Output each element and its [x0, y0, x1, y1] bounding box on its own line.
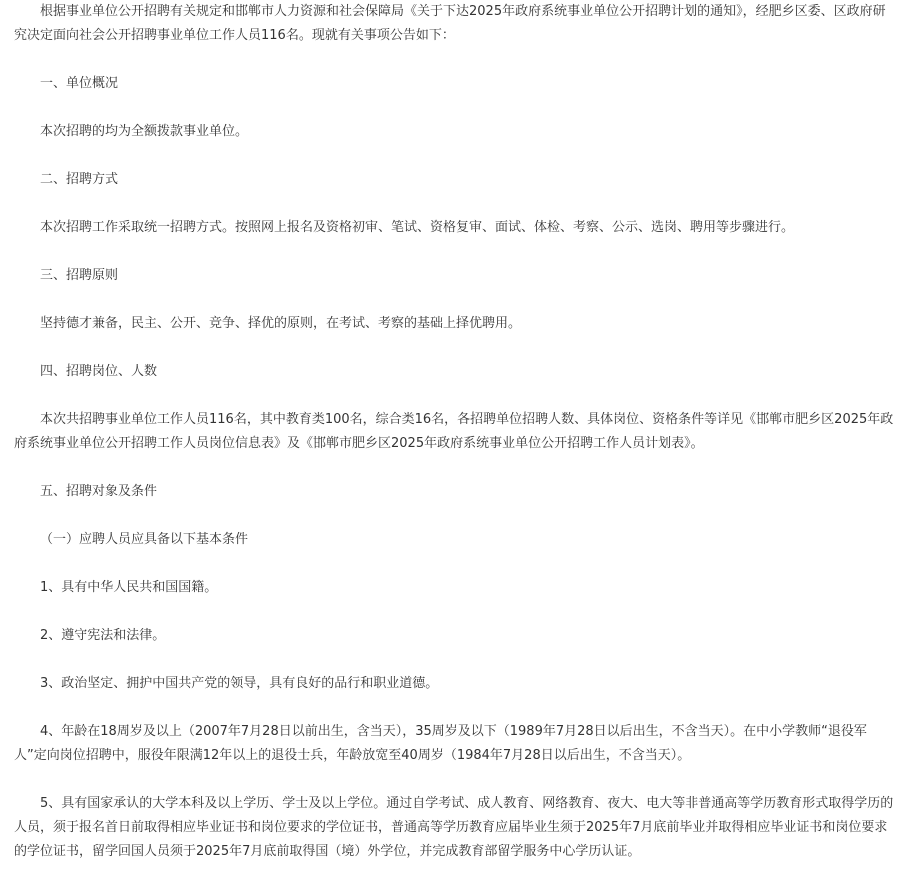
- paragraph-unit-overview: 本次招聘的均为全额拨款事业单位。: [40, 124, 249, 139]
- condition-item-1: 1、具有中华人民共和国国籍。: [40, 580, 218, 595]
- section-heading-recruitment-principles: 三、招聘原则: [40, 268, 119, 283]
- paragraph-recruitment-method: 本次招聘工作采取统一招聘方式。按照网上报名及资格初审、笔试、资格复审、面试、体检、考察、公示、选岗、聘用等步骤进行。: [40, 220, 795, 235]
- condition-item-3: 3、政治坚定、拥护中国共产党的领导，具有良好的品行和职业道德。: [40, 676, 439, 691]
- paragraph-positions: 本次共招聘事业单位工作人员116名，其中教育类100名，综合类16名，各招聘单位招聘人数、具体岗位、资格条件等详见《邯郸市肥乡区2025年政府系统事业单位公开招聘工作人员岗位信息表》及《邯郸市肥乡区2025年政府系统事业单位公开招聘工作人员计划表》。: [14, 412, 894, 451]
- intro-paragraph: 根据事业单位公开招聘有关规定和邯郸市人力资源和社会保障局《关于下达2025年政府系统事业单位公开招聘计划的通知》，经肥乡区委、区政府研究决定面向社会公开招聘事业单位工作人员116名。现就有关事项公告如下：: [14, 4, 886, 43]
- condition-item-4: 4、年龄在18周岁及以上（2007年7月28日以前出生，含当天），35周岁及以下（1989年7月28日以后出生，不含当天）。在中小学教师“退役军人”定向岗位招聘中，服役年限满12年以上的退役士兵，年龄放宽至40周岁（1984年7月28日以后出生，不含当天）。: [14, 724, 867, 763]
- announcement-body: [14, 0, 894, 864]
- section-heading-recruitment-method: 二、招聘方式: [40, 172, 119, 187]
- condition-item-2: 2、遵守宪法和法律。: [40, 628, 166, 643]
- condition-item-5: 5、具有国家承认的大学本科及以上学历、学士及以上学位。通过自学考试、成人教育、网络教育、夜大、电大等非普通高等学历教育形式取得学历的人员，须于报名首日前取得相应毕业证书和岗位要求的学位证书，普通高等学历教育应届毕业生须于2025年7月底前毕业并取得相应毕业证书和岗位要求的学位证书，留学回国人员须于2025年7月底前取得国（境）外学位，并完成教育部留学服务中心学历认证。: [14, 796, 894, 859]
- paragraph-recruitment-principles: 坚持德才兼备，民主、公开、竞争、择优的原则，在考试、考察的基础上择优聘用。: [40, 316, 522, 331]
- subsection-basic-conditions: （一）应聘人员应具备以下基本条件: [40, 532, 249, 547]
- section-heading-eligibility: 五、招聘对象及条件: [40, 484, 158, 499]
- section-heading-positions: 四、招聘岗位、人数: [40, 364, 158, 379]
- section-heading-unit-overview: 一、单位概况: [40, 76, 119, 91]
